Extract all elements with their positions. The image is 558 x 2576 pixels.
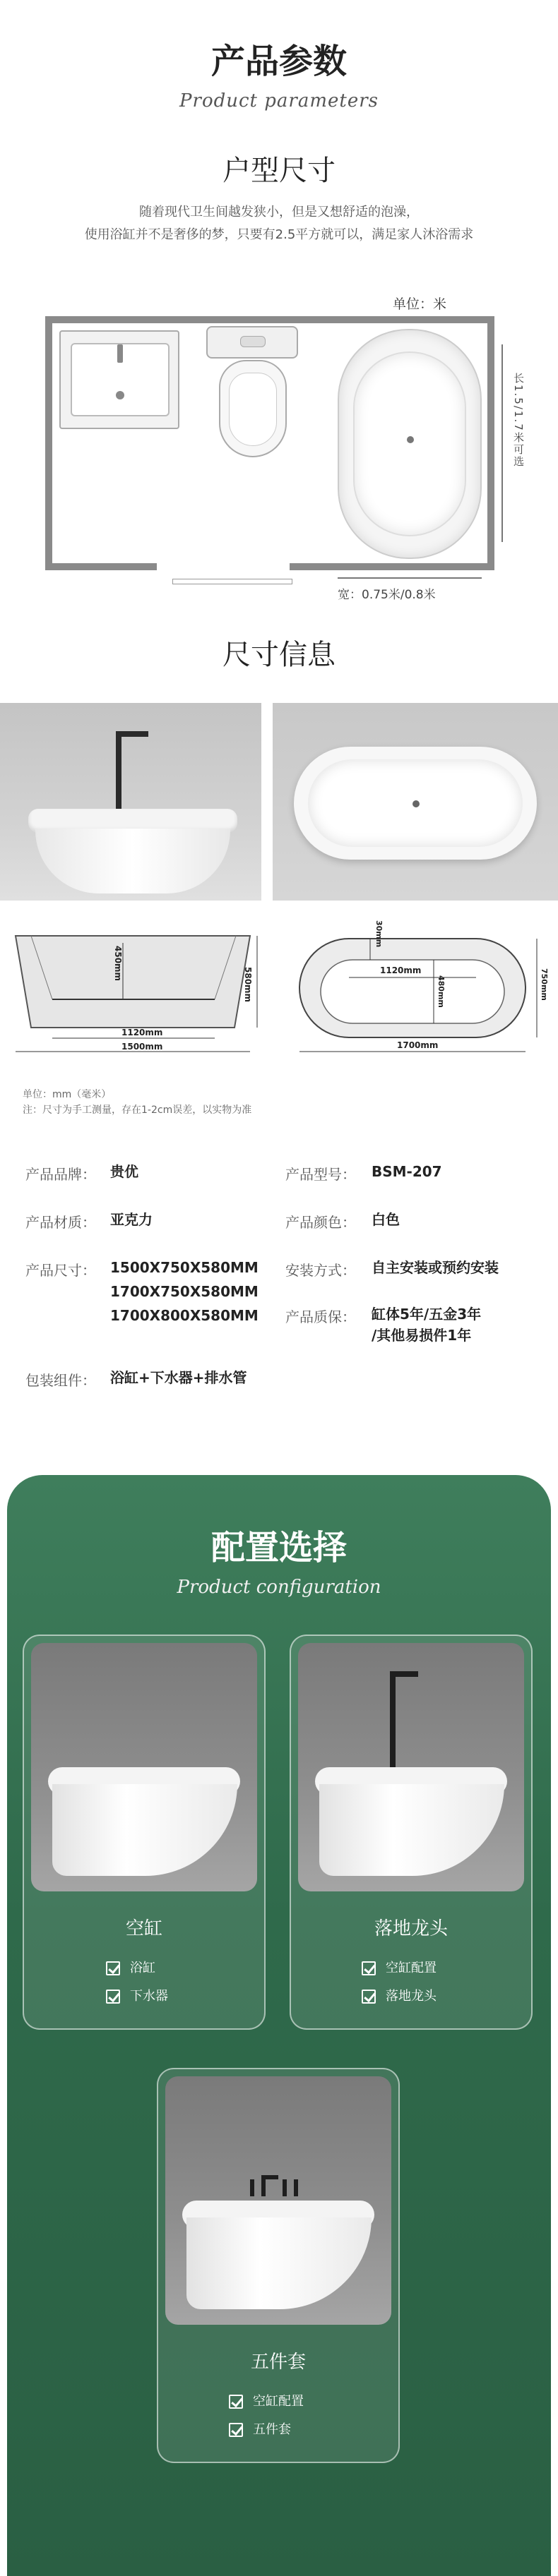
width-dim-line	[338, 577, 482, 579]
toilet-bowl	[219, 360, 287, 457]
card-name-empty-tub: 空缸	[125, 1918, 162, 1939]
floor-plan	[45, 316, 525, 627]
card2-item-1: 空缸配置	[362, 1958, 437, 1976]
tap-set	[250, 2175, 299, 2196]
config-card-empty-tub[interactable]	[23, 1635, 266, 2030]
card1-item-1: 浴缸	[106, 1958, 155, 1976]
dim-480: 480mm	[437, 975, 446, 1008]
size-title: 尺寸信息	[222, 639, 336, 671]
brand-value: 贵优	[110, 1163, 138, 1180]
config-title: 配置选择	[210, 1528, 347, 1567]
floorplan-desc-2: 使用浴缸并不是奢侈的梦，只要有2.5平方就可以，满足家人沐浴需求	[84, 227, 474, 242]
checkbox-icon	[106, 1990, 120, 2004]
product-photo-side	[0, 703, 261, 901]
checkbox-icon	[106, 1961, 120, 1975]
bathtub-drain	[407, 436, 414, 443]
warranty-label: 产品质保：	[285, 1308, 356, 1325]
install-value: 自主安装或预约安装	[372, 1259, 499, 1276]
dim-580: 580mm	[243, 967, 253, 1003]
card1-item-2: 下水器	[106, 1986, 168, 2004]
dim-1700: 1700mm	[397, 1040, 439, 1050]
checkbox-icon	[229, 2395, 243, 2409]
floorplan-desc-1: 随着现代卫生间越发狭小，但是又想舒适的泡澡，	[139, 205, 419, 219]
product-photo-top	[273, 703, 558, 901]
card-name-floor-faucet: 落地龙头	[374, 1918, 448, 1939]
warranty-value-2: /其他易损件1年	[372, 1327, 472, 1344]
material-label: 产品材质：	[25, 1214, 96, 1231]
tub-side-body	[35, 829, 230, 893]
sink	[59, 330, 179, 429]
dim-450: 450mm	[113, 946, 123, 982]
config-section	[7, 1475, 551, 2576]
package-value: 浴缸+下水器+排水管	[110, 1369, 247, 1386]
tub-body	[319, 1784, 504, 1876]
color-label: 产品颜色：	[285, 1214, 356, 1231]
config-card-floor-faucet[interactable]	[290, 1635, 533, 2030]
door	[172, 579, 292, 584]
toilet-button	[240, 336, 266, 347]
size-value-2: 1700X750X580MM	[110, 1283, 259, 1300]
wall-right	[487, 316, 494, 570]
config-card-five-piece[interactable]	[157, 2068, 400, 2463]
config-subtitle: Product configuration	[177, 1577, 381, 1598]
page-subtitle: Product parameters	[179, 90, 379, 112]
tub-top-drain	[412, 800, 420, 807]
card-photo-five-piece	[165, 2076, 391, 2325]
package-label: 包装组件：	[25, 1372, 96, 1389]
install-label: 安装方式：	[285, 1262, 356, 1279]
card-photo-empty-tub	[31, 1643, 257, 1891]
toilet-inner	[229, 373, 277, 446]
wall-bottom-right	[290, 563, 494, 570]
floorplan-title: 户型尺寸	[222, 155, 336, 187]
sink-faucet	[117, 344, 123, 363]
model-label: 产品型号：	[285, 1166, 356, 1183]
top-dimension-diagram	[292, 917, 547, 1059]
width-label: 宽：0.75米/0.8米	[338, 588, 436, 602]
card3-item-2: 五件套	[229, 2419, 291, 2438]
sink-drain	[116, 391, 124, 399]
length-dim-line	[501, 344, 503, 542]
dim-30: 30mm	[374, 920, 384, 948]
dim-1500: 1500mm	[121, 1042, 163, 1052]
unit-note: 单位：mm（毫米）	[23, 1089, 112, 1100]
bathtub-inner	[353, 351, 466, 536]
card3-item-1: 空缸配置	[229, 2391, 304, 2409]
checkbox-icon	[229, 2423, 243, 2437]
model-value: BSM-207	[372, 1163, 442, 1180]
dim-1120-side: 1120mm	[121, 1028, 163, 1037]
wall-left	[45, 316, 52, 570]
faucet-spout	[390, 1671, 418, 1677]
side-outline	[16, 936, 250, 1028]
size-value-3: 1700X800X580MM	[110, 1307, 259, 1324]
size-label: 产品尺寸：	[25, 1262, 96, 1279]
warranty-value-1: 缸体5年/五金3年	[372, 1306, 482, 1323]
length-label: 长1.5/1.7米可选	[512, 373, 525, 468]
material-value: 亚克力	[110, 1211, 153, 1228]
color-value: 白色	[372, 1211, 400, 1228]
card2-item-2: 落地龙头	[362, 1986, 437, 2004]
card-name-five-piece: 五件套	[250, 2352, 306, 2373]
unit-label: 单位：米	[393, 296, 447, 312]
measure-note: 注：尺寸为手工测量，存在1-2cm误差，以实物为准	[23, 1105, 252, 1116]
checkbox-icon	[362, 1961, 376, 1975]
wall-bottom-left	[45, 563, 157, 570]
page-title: 产品参数	[210, 42, 347, 81]
bathtub-top	[338, 329, 482, 559]
wall-top	[45, 316, 494, 323]
dim-750: 750mm	[540, 968, 549, 1001]
size-value-1: 1500X750X580MM	[110, 1259, 259, 1276]
faucet-spout	[116, 731, 148, 737]
tub-body	[186, 2217, 372, 2309]
checkbox-icon	[362, 1990, 376, 2004]
card-photo-floor-faucet	[298, 1643, 524, 1891]
tub-body	[52, 1784, 237, 1876]
toilet	[206, 326, 298, 359]
dim-1120-top: 1120mm	[380, 965, 422, 975]
brand-label: 产品品牌：	[25, 1166, 96, 1183]
